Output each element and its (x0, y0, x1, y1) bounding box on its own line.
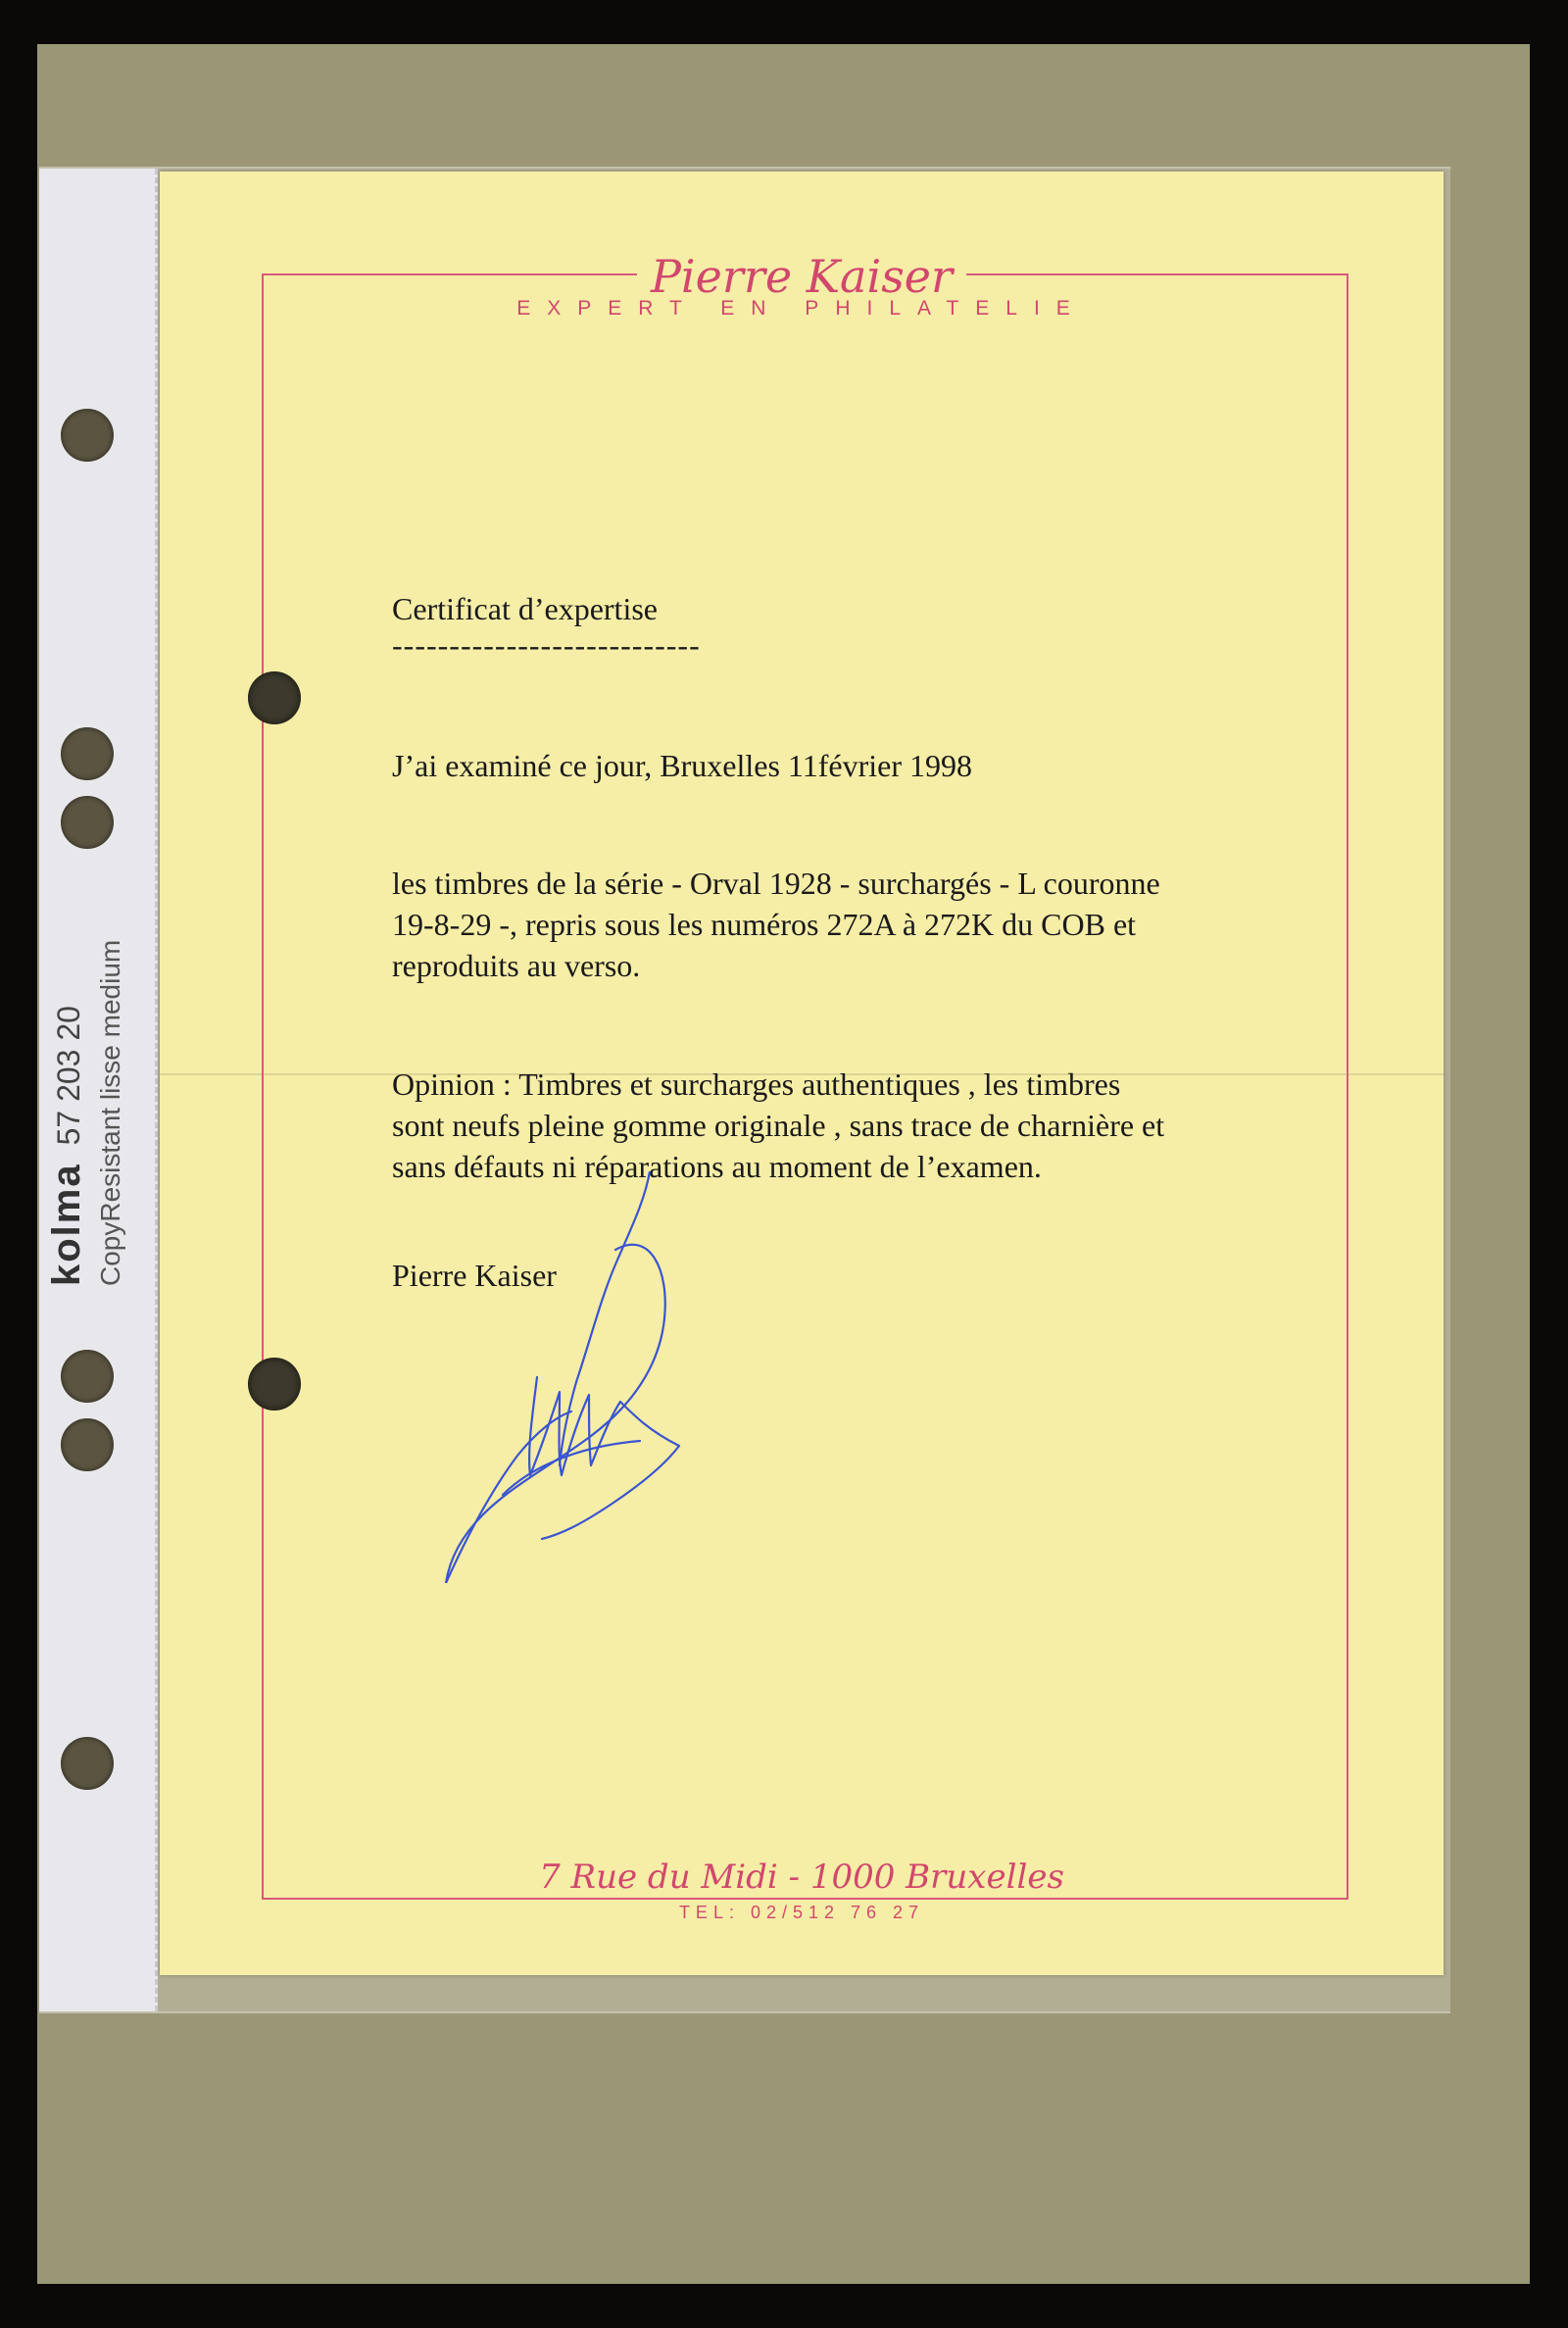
binder-hole (61, 727, 114, 780)
sleeve-product-code: 57 203 20 (51, 1006, 86, 1146)
letterhead-name: Pierre Kaiser (637, 250, 966, 303)
sleeve-label (45, 940, 126, 1286)
punch-hole (248, 1358, 301, 1411)
binder-hole (61, 1737, 114, 1790)
certificate-sheet (160, 172, 1444, 1975)
opinion-line: sont neufs pleine gomme originale , sans trace de charnière et (392, 1108, 1165, 1143)
description-line: reproduits au verso. (392, 948, 641, 983)
letterhead-address-wrap (160, 1857, 1444, 1897)
certificate-title: Certificat d’expertise (392, 591, 658, 626)
binder-hole (61, 1350, 114, 1403)
letterhead-subtitle: EXPERT EN PHILATELIE (516, 297, 1087, 320)
binder-hole (61, 1418, 114, 1471)
sleeve-product-desc: CopyResistant lisse medium (95, 939, 125, 1286)
sleeve-binding-strip (39, 169, 158, 2011)
binder-hole (61, 409, 114, 462)
description-line: les timbres de la série - Orval 1928 - surchargés - L couronne (392, 866, 1160, 901)
letterhead-telephone: TEL: 02/512 76 27 (678, 1903, 925, 1922)
handwritten-signature (444, 1171, 718, 1583)
description-line: 19-8-29 -, repris sous les numéros 272A à 272K du COB et (392, 907, 1137, 942)
opinion-line: sans défauts ni réparations au moment de l’examen. (392, 1149, 1042, 1184)
title-underline: --------------------------- (392, 627, 701, 663)
opinion-line: Opinion : Timbres et surcharges authentiques , les timbres (392, 1066, 1121, 1102)
sleeve-brand: kolma (45, 1163, 88, 1286)
signatory-name: Pierre Kaiser (392, 1258, 557, 1293)
letterhead-name-wrap (160, 250, 1444, 303)
letterhead-address: 7 Rue du Midi - 1000 Bruxelles (525, 1857, 1078, 1897)
punch-hole (248, 671, 301, 724)
binder-hole (61, 796, 114, 849)
date-line: J’ai examiné ce jour, Bruxelles 11février 1998 (392, 748, 972, 783)
